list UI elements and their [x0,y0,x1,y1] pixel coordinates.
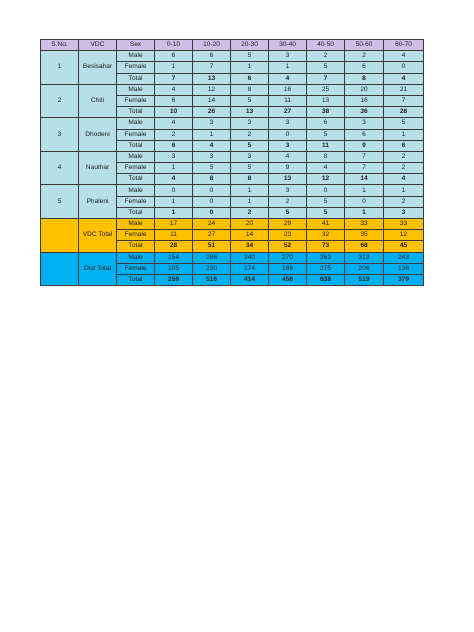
col-header-age-30-40: 30-40 [269,40,307,51]
table-row [41,185,424,196]
vdc-name-cell: Besisahar [79,51,117,85]
sex-cell: Female [117,263,155,274]
sex-cell: Total [117,207,155,218]
vdc-name-cell: Nauthar [79,151,117,185]
sex-cell: Total [117,73,155,84]
value-cell: 73 [307,241,345,252]
value-cell: 13 [307,95,345,106]
value-cell: 6 [307,118,345,129]
value-cell: 5 [193,163,231,174]
sno-cell [41,252,79,286]
value-cell: 270 [269,252,307,263]
value-cell: 174 [231,263,269,274]
value-cell: 3 [269,51,307,62]
value-cell: 45 [384,241,424,252]
sex-cell: Male [117,252,155,263]
value-cell: 14 [193,95,231,106]
value-cell: 0 [155,185,193,196]
value-cell: 2 [307,51,345,62]
value-cell: 28 [384,107,424,118]
value-cell: 8 [345,73,384,84]
table-body [41,51,424,286]
value-cell: 1 [345,207,384,218]
value-cell: 638 [307,274,345,285]
value-cell: 12 [307,174,345,185]
value-cell: 0 [269,129,307,140]
col-header-vdc: VDC [79,40,117,51]
value-cell: 0 [193,207,231,218]
value-cell: 12 [193,84,231,95]
value-cell: 4 [155,118,193,129]
value-cell: 6 [155,51,193,62]
sex-cell: Male [117,185,155,196]
value-cell: 6 [384,140,424,151]
sno-cell: 3 [41,118,79,152]
value-cell: 0 [384,62,424,73]
value-cell: 240 [231,252,269,263]
value-cell: 8 [307,151,345,162]
value-cell: 5 [307,129,345,140]
value-cell: 20 [231,219,269,230]
value-cell: 11 [155,230,193,241]
value-cell: 275 [307,263,345,274]
value-cell: 16 [269,84,307,95]
col-header-age-40-50: 40-50 [307,40,345,51]
value-cell: 2 [384,151,424,162]
value-cell: 51 [193,241,231,252]
value-cell: 8 [231,174,269,185]
sex-cell: Female [117,196,155,207]
value-cell: 4 [155,174,193,185]
sex-cell: Female [117,163,155,174]
sex-cell: Total [117,107,155,118]
col-header-age-10-20: 10-20 [193,40,231,51]
value-cell: 3 [193,151,231,162]
value-cell: 2 [231,207,269,218]
value-cell: 3 [269,185,307,196]
value-cell: 2 [269,196,307,207]
sno-cell: 1 [41,51,79,85]
value-cell: 3 [155,151,193,162]
value-cell: 20 [345,84,384,95]
value-cell: 105 [155,263,193,274]
value-cell: 1 [231,185,269,196]
value-cell: 6 [155,95,193,106]
table-row [41,118,424,129]
value-cell: 14 [231,230,269,241]
value-cell: 1 [384,129,424,140]
value-cell: 519 [345,274,384,285]
value-cell: 11 [307,140,345,151]
sex-cell: Male [117,151,155,162]
value-cell: 6 [345,129,384,140]
value-cell: 27 [269,107,307,118]
value-cell: 243 [384,252,424,263]
value-cell: 6 [345,62,384,73]
value-cell: 0 [345,196,384,207]
sno-cell [41,219,79,253]
value-cell: 5 [384,118,424,129]
value-cell: 6 [231,73,269,84]
vdc-name-cell: Phaleni [79,185,117,219]
table-row [41,252,424,263]
value-cell: 4 [269,73,307,84]
value-cell: 206 [345,263,384,274]
value-cell: 1 [345,185,384,196]
value-cell: 230 [193,263,231,274]
value-cell: 0 [193,196,231,207]
value-cell: 5 [231,95,269,106]
value-cell: 38 [307,107,345,118]
sex-cell: Male [117,118,155,129]
value-cell: 1 [384,185,424,196]
sex-cell: Male [117,219,155,230]
value-cell: 6 [155,140,193,151]
value-cell: 5 [231,140,269,151]
sex-cell: Female [117,95,155,106]
sex-cell: Female [117,62,155,73]
value-cell: 2 [384,196,424,207]
sex-cell: Total [117,274,155,285]
col-header-age-20-30: 20-30 [231,40,269,51]
value-cell: 5 [307,196,345,207]
value-cell: 7 [307,73,345,84]
value-cell: 33 [345,219,384,230]
value-cell: 3 [345,118,384,129]
value-cell: 29 [269,219,307,230]
value-cell: 286 [193,252,231,263]
value-cell: 10 [155,107,193,118]
value-cell: 4 [155,84,193,95]
value-cell: 3 [269,140,307,151]
value-cell: 1 [155,207,193,218]
value-cell: 7 [193,62,231,73]
value-cell: 2 [231,129,269,140]
col-header-sno: S.No. [41,40,79,51]
value-cell: 7 [155,73,193,84]
value-cell: 4 [384,51,424,62]
value-cell: 7 [345,151,384,162]
col-header-age-60-70: 60-70 [384,40,424,51]
value-cell: 13 [193,73,231,84]
value-cell: 7 [345,163,384,174]
value-cell: 154 [155,252,193,263]
value-cell: 11 [269,95,307,106]
value-cell: 5 [231,163,269,174]
value-cell: 3 [269,118,307,129]
value-cell: 24 [193,219,231,230]
value-cell: 12 [384,230,424,241]
value-cell: 2 [155,129,193,140]
value-cell: 21 [384,84,424,95]
value-cell: 0 [307,185,345,196]
value-cell: 4 [193,140,231,151]
col-header-age-50-60: 50-60 [345,40,384,51]
value-cell: 9 [345,140,384,151]
value-cell: 4 [269,151,307,162]
value-cell: 3 [384,207,424,218]
sno-cell: 2 [41,84,79,118]
table-row [41,84,424,95]
value-cell: 1 [155,196,193,207]
value-cell: 41 [307,219,345,230]
value-cell: 32 [307,230,345,241]
value-cell: 68 [345,241,384,252]
value-cell: 16 [345,95,384,106]
value-cell: 4 [307,163,345,174]
value-cell: 3 [231,151,269,162]
value-cell: 5 [269,207,307,218]
value-cell: 25 [307,84,345,95]
value-cell: 259 [155,274,193,285]
value-cell: 1 [231,62,269,73]
value-cell: 1 [155,62,193,73]
value-cell: 36 [345,107,384,118]
value-cell: 9 [269,163,307,174]
value-cell: 1 [193,129,231,140]
value-cell: 136 [384,263,424,274]
value-cell: 4 [384,174,424,185]
col-header-sex: Sex [117,40,155,51]
value-cell: 0 [193,185,231,196]
sex-cell: Female [117,129,155,140]
sex-cell: Total [117,174,155,185]
table-row [41,151,424,162]
vdc-name-cell: Chiti [79,84,117,118]
table-row [41,51,424,62]
value-cell: 6 [193,51,231,62]
sex-cell: Male [117,51,155,62]
value-cell: 23 [269,230,307,241]
value-cell: 3 [231,118,269,129]
value-cell: 28 [155,241,193,252]
value-cell: 52 [269,241,307,252]
value-cell: 4 [384,73,424,84]
value-cell: 26 [193,107,231,118]
value-cell: 8 [231,84,269,95]
value-cell: 1 [231,196,269,207]
sex-cell: Male [117,84,155,95]
value-cell: 14 [345,174,384,185]
col-header-age-0-10: 0-10 [155,40,193,51]
value-cell: 2 [384,163,424,174]
value-cell: 1 [155,163,193,174]
sex-cell: Female [117,230,155,241]
value-cell: 313 [345,252,384,263]
value-cell: 2 [345,51,384,62]
sex-cell: Total [117,140,155,151]
sex-cell: Total [117,241,155,252]
value-cell: 3 [193,118,231,129]
value-cell: 27 [193,230,231,241]
value-cell: 456 [269,274,307,285]
value-cell: 186 [269,263,307,274]
sno-cell: 4 [41,151,79,185]
vdc-name-cell: Dist Total [79,252,117,286]
value-cell: 516 [193,274,231,285]
value-cell: 8 [193,174,231,185]
value-cell: 33 [384,219,424,230]
value-cell: 363 [307,252,345,263]
value-cell: 35 [345,230,384,241]
value-cell: 1 [269,62,307,73]
sno-cell: 5 [41,185,79,219]
vdc-name-cell: Dhodeni [79,118,117,152]
vdc-name-cell: VDC Total [79,219,117,253]
value-cell: 13 [269,174,307,185]
value-cell: 5 [307,207,345,218]
value-cell: 7 [384,95,424,106]
value-cell: 5 [231,51,269,62]
value-cell: 414 [231,274,269,285]
value-cell: 379 [384,274,424,285]
value-cell: 5 [307,62,345,73]
value-cell: 17 [155,219,193,230]
age-sex-table [40,39,424,286]
header-row [41,40,424,51]
value-cell: 13 [231,107,269,118]
table-row [41,219,424,230]
value-cell: 34 [231,241,269,252]
